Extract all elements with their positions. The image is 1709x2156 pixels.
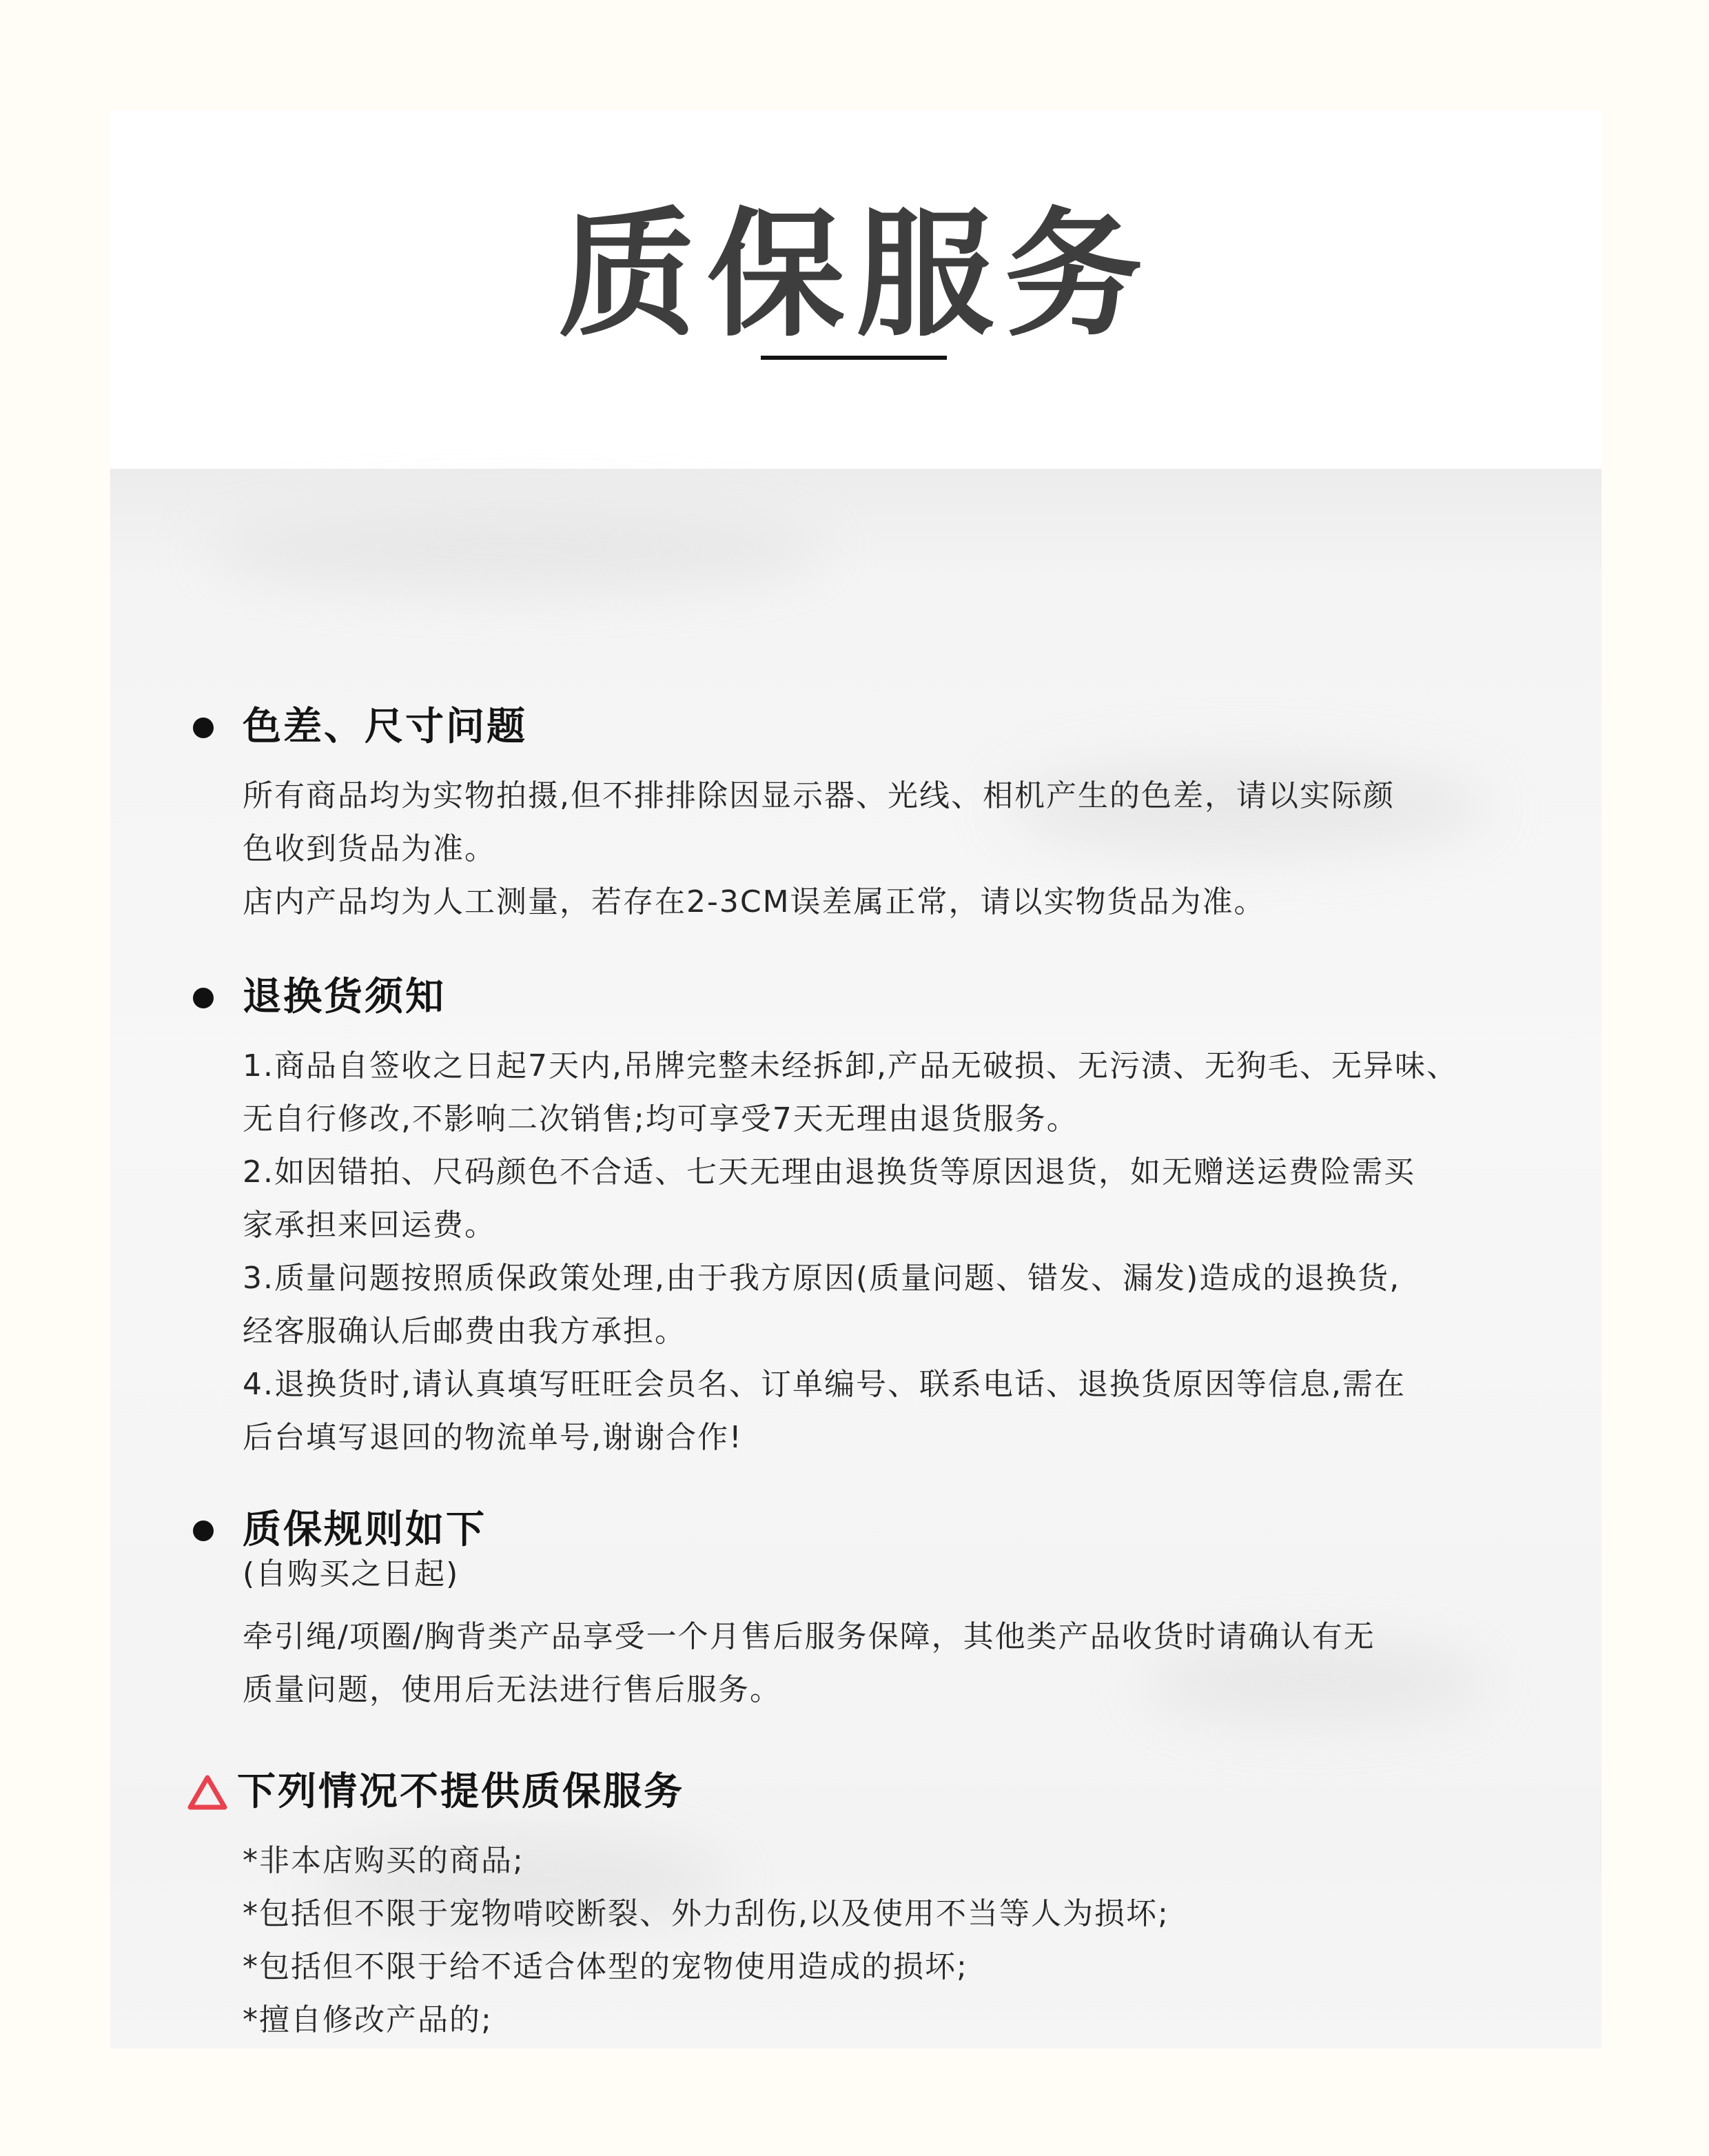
section-heading-row: [193, 1503, 1571, 1558]
section-subheading: (自购买之日起): [243, 1556, 460, 1591]
section-heading: 质保规则如下: [243, 1507, 487, 1552]
body-line: 家承担来回运费。: [243, 1208, 496, 1243]
body-line: 店内产品均为人工测量，若存在2-3CM误差属正常，请以实物货品为准。: [243, 884, 1266, 919]
section-return-policy: [193, 970, 1571, 1464]
bullet-icon: [193, 1521, 214, 1541]
section-body: [243, 1039, 1571, 1464]
body-line: *非本店购买的商品;: [243, 1843, 524, 1878]
body-line: 后台填写退回的物流单号,谢谢合作!: [243, 1420, 743, 1455]
body-line: 2.如因错拍、尺码颜色不合适、七天无理由退换货等原因退货，如无赠送运费险需买: [243, 1155, 1415, 1190]
body-line: 色收到货品为准。: [243, 831, 496, 866]
body-line: 3.质量问题按照质保政策处理,由于我方原因(质量问题、错发、漏发)造成的退换货,: [243, 1261, 1401, 1296]
warning-triangle-icon: [187, 1774, 227, 1810]
page-title: 质保服务: [557, 195, 1154, 356]
bullet-icon: [193, 718, 214, 738]
page-header: [110, 110, 1601, 469]
section-body: [243, 769, 1571, 928]
section-heading-row: [193, 1765, 1571, 1820]
bullet-icon: [193, 988, 214, 1008]
title-underline: [761, 356, 947, 360]
background-blur: [207, 510, 827, 593]
body-line: 经客服确认后邮费由我方承担。: [243, 1314, 686, 1349]
body-line: 4.退换货时,请认真填写旺旺会员名、订单编号、联系电话、退换货原因等信息,需在: [243, 1367, 1406, 1402]
section-heading-row: [193, 700, 1571, 755]
body-line: 1.商品自签收之日起7天内,吊牌完整未经拆卸,产品无破损、无污渍、无狗毛、无异味、: [243, 1048, 1458, 1084]
body-line: 质量问题，使用后无法进行售后服务。: [243, 1672, 781, 1707]
body-line: 牵引绳/项圈/胸背类产品享受一个月售后服务保障，其他类产品收货时请确认有无: [243, 1619, 1375, 1654]
body-line: *包括但不限于给不适合体型的宠物使用造成的损坏;: [243, 1949, 968, 1984]
content-panel: [110, 469, 1601, 2048]
quality-service-card: [110, 110, 1601, 2048]
body-line: *擅自修改产品的;: [243, 2002, 493, 2037]
body-line: *包括但不限于宠物啃咬断裂、外力刮伤,以及使用不当等人为损坏;: [243, 1896, 1169, 1931]
section-heading-row: [193, 970, 1571, 1025]
section-body: [243, 1610, 1571, 1716]
body-line: 所有商品均为实物拍摄,但不排排除因显示器、光线、相机产生的色差，请以实际颜: [243, 778, 1395, 813]
section-warranty-rules: [193, 1503, 1571, 1716]
section-heading: 色差、尺寸问题: [243, 704, 527, 749]
section-color-size: [193, 700, 1571, 928]
body-line: 无自行修改,不影响二次销售;均可享受7天无理由退货服务。: [243, 1101, 1078, 1137]
section-no-warranty: [193, 1765, 1571, 2046]
section-heading: 退换货须知: [243, 975, 446, 1019]
section-heading: 下列情况不提供质保服务: [237, 1769, 684, 1814]
section-body: [243, 1834, 1571, 2046]
